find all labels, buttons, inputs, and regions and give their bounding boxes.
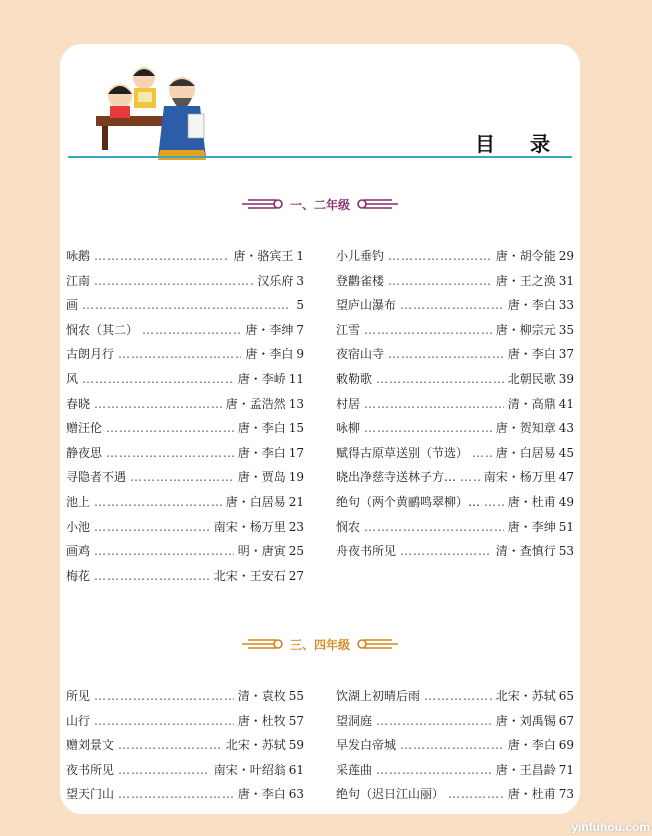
toc-entry-page: 23 <box>288 519 304 534</box>
toc-entry-title: 小儿垂钓 <box>336 249 385 263</box>
toc-entry[interactable] <box>336 392 574 417</box>
leader-dots <box>400 733 504 758</box>
toc-entry-title: 夜书所见 <box>66 762 115 777</box>
toc-entry[interactable] <box>66 684 304 709</box>
toc-list-s1-right <box>336 244 574 564</box>
toc-entry-author: 唐・刘禹锡 <box>495 713 556 728</box>
leader-dots <box>94 564 210 589</box>
toc-entry-author: 北宋・王安石 <box>213 568 286 583</box>
toc-entry-page: 73 <box>558 787 574 802</box>
toc-entry-page: 13 <box>288 396 304 411</box>
toc-entry-author: 唐・杜牧 <box>237 713 286 728</box>
toc-entry-title: 望天门山 <box>66 787 115 802</box>
toc-entry-author: 清・高鼎 <box>507 396 556 411</box>
toc-entry-title: 赠汪伦 <box>66 421 103 436</box>
toc-entry-author: 唐・李白 <box>507 738 556 753</box>
toc-entry-title: 咏柳 <box>336 421 361 436</box>
toc-entry-title: 赠刘景文 <box>66 738 115 753</box>
toc-entry-page: 21 <box>288 494 304 509</box>
leader-dots <box>94 684 234 709</box>
toc-entry-author: 唐・李白 <box>245 347 294 362</box>
children-reading-illustration <box>76 54 226 166</box>
toc-entry-page: 57 <box>288 713 304 728</box>
toc-entry[interactable] <box>66 269 304 294</box>
toc-entry-title: 赋得古原草送别（节选） <box>336 445 469 460</box>
toc-entry-author: 唐・骆宾王 <box>233 249 294 263</box>
toc-entry-title: 画 <box>66 298 79 313</box>
toc-entry[interactable] <box>336 293 574 318</box>
toc-entry-page: 7 <box>296 322 304 337</box>
toc-entry[interactable] <box>336 782 574 807</box>
toc-entry-title: 采莲曲 <box>336 762 373 777</box>
toc-entry-title: 饮湖上初晴后雨 <box>336 689 421 703</box>
leader-dots <box>106 441 234 466</box>
section-banner-2 <box>60 632 580 656</box>
leader-dots <box>472 441 492 466</box>
toc-entry-page: 41 <box>558 396 574 411</box>
toc-entry[interactable] <box>66 564 304 589</box>
leader-dots <box>376 367 504 392</box>
toc-entry[interactable] <box>336 539 574 564</box>
section-title-2: 三、四年级 <box>289 637 350 652</box>
toc-entry-page: 55 <box>288 689 304 703</box>
toc-entry[interactable] <box>66 441 304 466</box>
leader-dots <box>118 758 210 783</box>
toc-entry-page: 5 <box>296 298 304 313</box>
leader-dots <box>364 515 504 540</box>
leader-dots <box>400 293 504 318</box>
toc-entry[interactable] <box>66 782 304 807</box>
toc-entry-page: 19 <box>288 470 304 485</box>
toc-entry-title: 早发白帝城 <box>336 738 397 753</box>
leader-dots <box>376 758 492 783</box>
leader-dots <box>424 684 492 709</box>
toc-entry[interactable] <box>336 367 574 392</box>
leader-dots <box>82 293 289 318</box>
toc-entry-author: 清・袁枚 <box>237 689 286 703</box>
leader-dots <box>364 318 492 343</box>
leader-dots <box>94 709 234 734</box>
toc-entry-author: 唐・李白 <box>507 347 556 362</box>
toc-entry-title: 所见 <box>66 689 91 703</box>
toc-entry-title: 江南 <box>66 273 91 288</box>
toc-entry-author: 汉乐府 <box>257 273 294 288</box>
toc-entry[interactable] <box>66 416 304 441</box>
leader-dots <box>106 416 234 441</box>
toc-entry-author: 明・唐寅 <box>237 544 286 559</box>
toc-entry[interactable] <box>336 269 574 294</box>
toc-entry-page: 45 <box>558 445 574 460</box>
leader-dots <box>94 392 222 417</box>
toc-entry[interactable] <box>66 367 304 392</box>
leader-dots <box>388 244 492 269</box>
toc-entry[interactable] <box>336 342 574 367</box>
leader-dots <box>130 465 234 490</box>
toc-entry-page: 27 <box>288 568 304 583</box>
toc-page <box>60 44 580 814</box>
toc-entry-page: 9 <box>296 347 304 362</box>
toc-entry[interactable] <box>336 684 574 709</box>
toc-entry-title: 山行 <box>66 713 91 728</box>
toc-entry-page: 59 <box>288 738 304 753</box>
toc-entry-page: 1 <box>296 249 304 263</box>
toc-entry-page: 15 <box>288 421 304 436</box>
leader-dots <box>460 465 480 490</box>
toc-entry-author: 北宋・苏轼 <box>225 738 286 753</box>
leader-dots <box>376 709 492 734</box>
toc-entry-page: 43 <box>558 421 574 436</box>
toc-entry[interactable] <box>66 758 304 783</box>
toc-entry-title: 悯农 <box>336 519 361 534</box>
toc-entry-author: 南宋・叶绍翁 <box>213 762 286 777</box>
toc-entry-author: 唐・杜甫 <box>507 787 556 802</box>
leader-dots <box>364 392 504 417</box>
toc-entry-title: 村居 <box>336 396 361 411</box>
toc-entry-author: 唐・杜甫 <box>507 494 556 509</box>
toc-entry-title: 古朗月行 <box>66 347 115 362</box>
swirl-ornament-right-icon <box>356 197 400 211</box>
leader-dots <box>400 539 492 564</box>
toc-entry[interactable] <box>66 539 304 564</box>
toc-entry-title: 舟夜书所见 <box>336 544 397 559</box>
toc-entry[interactable] <box>336 733 574 758</box>
toc-entry[interactable] <box>336 318 574 343</box>
toc-entry-page: 53 <box>558 544 574 559</box>
toc-entry-page: 3 <box>296 273 304 288</box>
toc-entry-author: 唐・胡令能 <box>495 249 556 263</box>
toc-entry-title: 望庐山瀑布 <box>336 298 397 313</box>
leader-dots <box>82 367 234 392</box>
section-title-1: 一、二年级 <box>289 197 350 212</box>
title-divider <box>68 156 572 158</box>
toc-entry-author: 唐・贺知章 <box>495 421 556 436</box>
leader-dots <box>94 269 253 294</box>
leader-dots <box>94 539 234 564</box>
toc-entry-author: 唐・白居易 <box>495 445 556 460</box>
toc-entry-title: 绝句（迟日江山丽） <box>336 787 445 802</box>
toc-entry-page: 37 <box>558 347 574 362</box>
toc-entry[interactable] <box>66 293 304 318</box>
toc-entry-page: 63 <box>288 787 304 802</box>
leader-dots <box>118 342 241 367</box>
toc-entry-page: 33 <box>558 298 574 313</box>
toc-entry-author: 唐・孟浩然 <box>225 396 286 411</box>
toc-entry-title: 江雪 <box>336 322 361 337</box>
toc-entry-page: 71 <box>558 762 574 777</box>
toc-entry-author: 北朝民歌 <box>507 371 556 386</box>
toc-entry[interactable] <box>336 758 574 783</box>
leader-dots <box>388 342 504 367</box>
toc-entry-page: 17 <box>288 445 304 460</box>
toc-entry-title: 望洞庭 <box>336 713 373 728</box>
toc-list-s2-right <box>336 684 574 807</box>
toc-entry[interactable] <box>66 733 304 758</box>
toc-entry-page: 51 <box>558 519 574 534</box>
toc-entry-title: 风 <box>66 371 79 386</box>
toc-entry-author: 唐・李白 <box>237 421 286 436</box>
leader-dots <box>94 244 229 269</box>
toc-entry[interactable] <box>66 515 304 540</box>
leader-dots <box>142 318 241 343</box>
leader-dots <box>388 269 492 294</box>
toc-entry-author: 清・查慎行 <box>495 544 556 559</box>
toc-entry-page: 47 <box>558 470 574 485</box>
toc-entry-page: 31 <box>558 273 574 288</box>
leader-dots <box>118 733 222 758</box>
toc-entry[interactable] <box>66 490 304 515</box>
toc-entry-author: 北宋・苏轼 <box>495 689 556 703</box>
toc-entry[interactable] <box>336 441 574 466</box>
toc-entry-author: 唐・李白 <box>237 787 286 802</box>
toc-entry[interactable] <box>66 709 304 734</box>
toc-entry-title: 咏鹅 <box>66 249 91 263</box>
leader-dots <box>448 782 504 807</box>
toc-entry-title: 梅花 <box>66 568 91 583</box>
toc-entry-page: 65 <box>558 689 574 703</box>
toc-entry-author: 唐・王之涣 <box>495 273 556 288</box>
watermark: yinfuhou.com <box>571 820 650 834</box>
toc-entry-title: 静夜思 <box>66 445 103 460</box>
toc-entry[interactable] <box>66 342 304 367</box>
toc-entry-title: 画鸡 <box>66 544 91 559</box>
toc-list-s1-left <box>66 244 304 588</box>
toc-entry-title: 春晓 <box>66 396 91 411</box>
toc-entry[interactable] <box>336 416 574 441</box>
toc-entry[interactable] <box>66 465 304 490</box>
swirl-ornament-left-icon <box>240 197 284 211</box>
toc-entry-title: 夜宿山寺 <box>336 347 385 362</box>
toc-entry-title: 晓出净慈寺送林子方… <box>336 470 457 485</box>
toc-entry-page: 29 <box>558 249 574 263</box>
toc-entry[interactable] <box>336 244 574 269</box>
toc-entry-author: 唐・李绅 <box>507 519 556 534</box>
swirl-ornament-left-icon <box>240 637 284 651</box>
toc-entry-page: 61 <box>288 762 304 777</box>
toc-entry-title: 池上 <box>66 494 91 509</box>
section-banner-1 <box>60 192 580 216</box>
page-title: 目 录 <box>475 132 564 156</box>
leader-dots <box>94 515 210 540</box>
toc-entry-author: 唐・王昌龄 <box>495 762 556 777</box>
toc-entry[interactable] <box>336 515 574 540</box>
toc-entry-author: 南宋・杨万里 <box>213 519 286 534</box>
toc-entry-author: 唐・李绅 <box>245 322 294 337</box>
toc-entry-title: 绝句（两个黄鹂鸣翠柳）… <box>336 494 481 509</box>
toc-entry-page: 25 <box>288 544 304 559</box>
toc-entry-page: 49 <box>558 494 574 509</box>
leader-dots <box>94 490 222 515</box>
toc-entry-page: 69 <box>558 738 574 753</box>
leader-dots <box>118 782 234 807</box>
toc-entry-title: 登鹳雀楼 <box>336 273 385 288</box>
toc-entry-page: 39 <box>558 371 574 386</box>
toc-entry-author: 唐・李白 <box>507 298 556 313</box>
toc-entry[interactable] <box>336 465 574 490</box>
toc-entry-title: 小池 <box>66 519 91 534</box>
toc-entry[interactable] <box>66 244 304 269</box>
toc-entry-author: 唐・李白 <box>237 445 286 460</box>
toc-entry-page: 11 <box>288 371 304 386</box>
leader-dots <box>484 490 504 515</box>
toc-list-s2-left <box>66 684 304 807</box>
toc-entry[interactable] <box>66 392 304 417</box>
swirl-ornament-right-icon <box>356 637 400 651</box>
toc-entry-title: 悯农（其二） <box>66 322 139 337</box>
leader-dots <box>364 416 492 441</box>
toc-entry-page: 67 <box>558 713 574 728</box>
toc-entry-author: 南宋・杨万里 <box>483 470 556 485</box>
toc-entry-title: 寻隐者不遇 <box>66 470 127 485</box>
toc-entry-title: 敕勒歌 <box>336 371 373 386</box>
toc-entry[interactable] <box>336 490 574 515</box>
toc-entry[interactable] <box>66 318 304 343</box>
toc-entry-author: 唐・李峤 <box>237 371 286 386</box>
toc-entry-author: 唐・柳宗元 <box>495 322 556 337</box>
toc-entry[interactable] <box>336 709 574 734</box>
toc-entry-author: 唐・白居易 <box>225 494 286 509</box>
toc-entry-author: 唐・贾岛 <box>237 470 286 485</box>
toc-entry-page: 35 <box>558 322 574 337</box>
